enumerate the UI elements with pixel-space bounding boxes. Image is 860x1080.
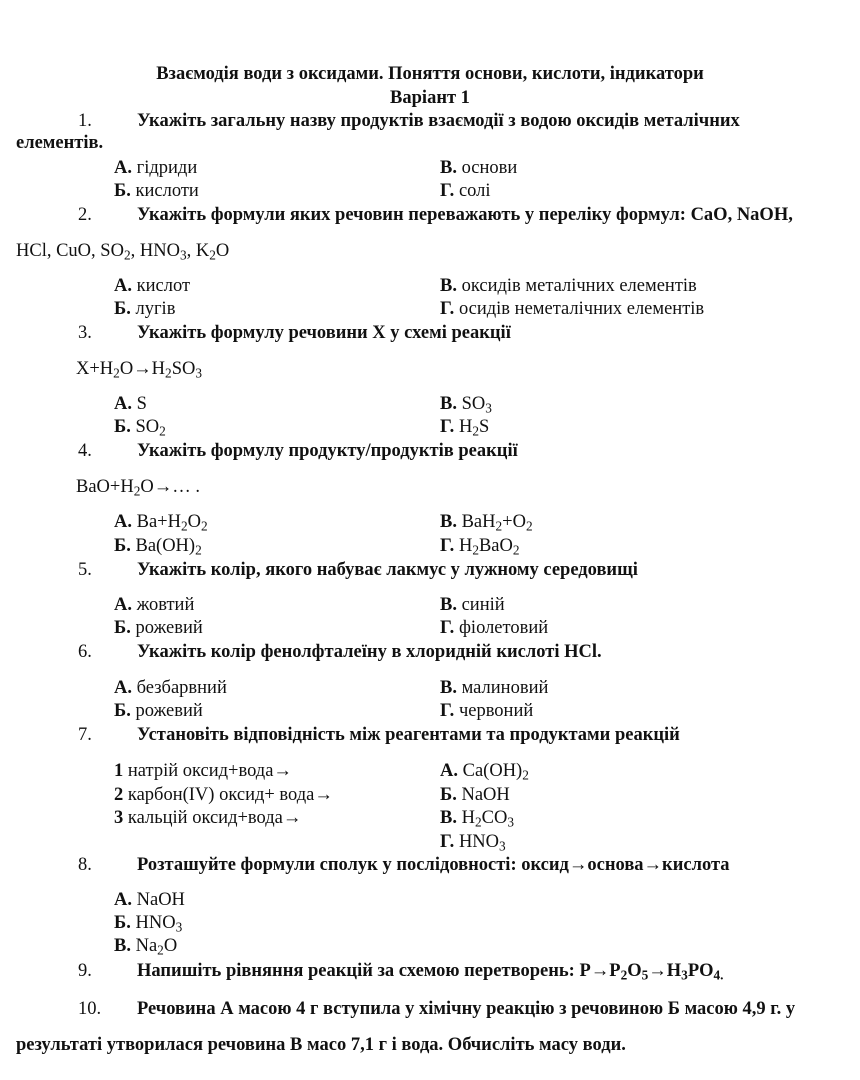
question-9-text: Напишіть рівняння реакцій за схемою перетворень: $P\to P_2O_5\to H_3PO_{4.}$: [137, 961, 724, 983]
question-1-text: Укажіть загальну назву продуктів взаємодії з водою оксидів металічних: [137, 111, 740, 131]
option-letter: А.: [114, 394, 132, 414]
question-10-number: 10.: [78, 999, 102, 1019]
q6-option-b: [114, 700, 203, 722]
option-text: $Ba(OH)_2$: [135, 536, 202, 558]
q3-option-v: [440, 393, 492, 415]
option-letter: Б.: [114, 299, 131, 319]
q6-option-v: [440, 677, 548, 699]
option-text: рожевий: [135, 701, 203, 721]
q1-option-v: [440, 157, 517, 179]
option-letter: Б.: [114, 913, 131, 933]
option-text: S: [136, 394, 147, 414]
question-4-scheme: $BaO+H_2O\to\dots$ .: [76, 477, 200, 499]
option-letter: Г.: [440, 618, 455, 638]
option-text: фіолетовий: [458, 618, 549, 638]
question-1-number: 1.: [78, 111, 92, 131]
option-letter: А.: [114, 678, 132, 698]
item-number: 1: [114, 761, 124, 781]
q1-option-a: [114, 157, 197, 179]
option-letter: Г.: [440, 181, 455, 201]
option-letter: Б.: [114, 618, 131, 638]
option-letter: А.: [114, 512, 132, 532]
option-letter: В.: [440, 595, 457, 615]
q7-option-v: [440, 807, 514, 829]
q8-option-a: [114, 889, 185, 911]
option-text: $BaH_2+O_2$: [461, 512, 533, 534]
q5-option-b: [114, 617, 203, 639]
q8-option-v: [114, 935, 177, 957]
question-6-text: Укажіть колір фенолфталеїну в хлоридній кислоті HCl.: [137, 642, 602, 662]
q5-option-a: [114, 594, 194, 616]
option-text: NaOH: [136, 890, 185, 910]
option-text: $HNO_3$: [135, 913, 183, 935]
option-text: оксидів металічних елементів: [461, 276, 697, 296]
option-letter: Б.: [440, 785, 457, 805]
question-2-formulas: HCl, CuO, $SO_2$, $HNO_3$, $K_2O$: [16, 241, 230, 263]
option-letter: В.: [114, 936, 131, 956]
q7-left-item-1: [114, 760, 292, 782]
option-letter: В.: [440, 808, 457, 828]
q7-left-item-2: [114, 784, 333, 806]
item-number: 2: [114, 785, 124, 805]
q7-option-g: [440, 831, 506, 853]
option-letter: Б.: [114, 181, 131, 201]
q2-option-g: [440, 298, 704, 320]
option-letter: А.: [440, 761, 458, 781]
q4-option-g: [440, 535, 520, 557]
option-text: малиновий: [461, 678, 549, 698]
q1-option-b: [114, 180, 199, 202]
question-6-number: 6.: [78, 642, 92, 662]
option-letter: Б.: [114, 536, 131, 556]
question-2-text: Укажіть формули яких речовин переважають у переліку формул: CaO, NaOH,: [137, 205, 793, 225]
option-letter: Г.: [440, 417, 455, 437]
q5-option-g: [440, 617, 548, 639]
option-letter: В.: [440, 678, 457, 698]
q1-option-g: [440, 180, 491, 202]
variant-label: Варіант 1: [390, 88, 470, 108]
q4-option-a: [114, 511, 208, 533]
option-letter: Г.: [440, 299, 455, 319]
question-8-number: 8.: [78, 855, 92, 875]
option-letter: В.: [440, 276, 457, 296]
item-text: натрій оксид+вода→: [127, 761, 292, 781]
option-text: NaOH: [461, 785, 510, 805]
question-4-text: Укажіть формулу продукту/продуктів реакції: [137, 441, 518, 461]
q6-option-g: [440, 700, 533, 722]
question-4-number: 4.: [78, 441, 92, 461]
q2-option-b: [114, 298, 175, 320]
q4-option-b: [114, 535, 202, 557]
question-3-text: Укажіть формулу речовини Х у схемі реакції: [137, 323, 511, 343]
option-text: осидів неметалічних елементів: [458, 299, 705, 319]
option-text: $Ba+H_2O_2$: [136, 512, 208, 534]
q7-option-a: [440, 760, 529, 782]
q3-option-b: [114, 416, 166, 438]
option-text: солі: [458, 181, 491, 201]
option-text: $H_2BaO_2$: [458, 536, 520, 558]
option-text: червоний: [458, 701, 534, 721]
option-letter: Г.: [440, 536, 455, 556]
option-letter: А.: [114, 276, 132, 296]
question-3-scheme: $X+H_2O\to H_2SO_3$: [76, 359, 203, 381]
option-letter: В.: [440, 394, 457, 414]
question-3-number: 3.: [78, 323, 92, 343]
option-text: жовтий: [136, 595, 195, 615]
option-text: основи: [461, 158, 518, 178]
question-9-number: 9.: [78, 961, 92, 981]
option-letter: Г.: [440, 701, 455, 721]
option-letter: В.: [440, 512, 457, 532]
item-text: карбон(IV) оксид+ вода→: [127, 785, 333, 805]
question-7-number: 7.: [78, 725, 92, 745]
q2-option-v: [440, 275, 697, 297]
option-text: $Ca(OH)_2$: [462, 761, 529, 783]
question-10-text: Речовина А масою 4 г вступила у хімічну реакцію з речовиною Б масою 4,9 г. у: [137, 999, 796, 1019]
option-text: лугів: [135, 299, 176, 319]
q3-option-a: [114, 393, 147, 415]
q3-option-g: [440, 416, 489, 438]
question-1-text-cont: елементів.: [16, 133, 104, 153]
question-10-text-cont: результаті утворилася речовина В масо 7,1 г і вода. Обчисліть масу води.: [16, 1035, 626, 1055]
option-text: $H_2CO_3$: [461, 808, 514, 830]
option-letter: Г.: [440, 832, 455, 852]
q4-option-v: [440, 511, 533, 533]
option-text: $HNO_3$: [458, 832, 506, 854]
option-text: рожевий: [135, 618, 203, 638]
option-letter: А.: [114, 890, 132, 910]
q5-option-v: [440, 594, 505, 616]
option-text: $SO_3$: [461, 394, 492, 416]
question-5-number: 5.: [78, 560, 92, 580]
q6-option-a: [114, 677, 227, 699]
item-number: 3: [114, 808, 124, 828]
option-text: кислоти: [135, 181, 199, 201]
option-text: $SO_2$: [135, 417, 166, 439]
question-5-text: Укажіть колір, якого набуває лакмус у лужному середовищі: [137, 560, 638, 580]
option-letter: Б.: [114, 417, 131, 437]
option-text: $H_2S$: [458, 417, 490, 439]
question-8-text: Розташуйте формули сполук у послідовності: оксид→основа→кислота: [137, 855, 730, 875]
option-letter: А.: [114, 158, 132, 178]
question-7-text: Установіть відповідність між реагентами та продуктами реакцій: [137, 725, 680, 745]
option-letter: А.: [114, 595, 132, 615]
option-letter: В.: [440, 158, 457, 178]
q7-option-b: [440, 784, 510, 806]
option-text: безбарвний: [136, 678, 227, 698]
page-title: Взаємодія води з оксидами. Поняття основи, кислоти, індикатори: [156, 64, 704, 84]
option-text: $Na_2O$: [135, 936, 178, 958]
option-text: синій: [461, 595, 505, 615]
q7-left-item-3: [114, 807, 301, 829]
option-text: гідриди: [136, 158, 198, 178]
q8-option-b: [114, 912, 182, 934]
option-text: кислот: [136, 276, 191, 296]
question-2-number: 2.: [78, 205, 92, 225]
option-letter: Б.: [114, 701, 131, 721]
item-text: кальцій оксид+вода→: [127, 808, 302, 828]
q2-option-a: [114, 275, 190, 297]
